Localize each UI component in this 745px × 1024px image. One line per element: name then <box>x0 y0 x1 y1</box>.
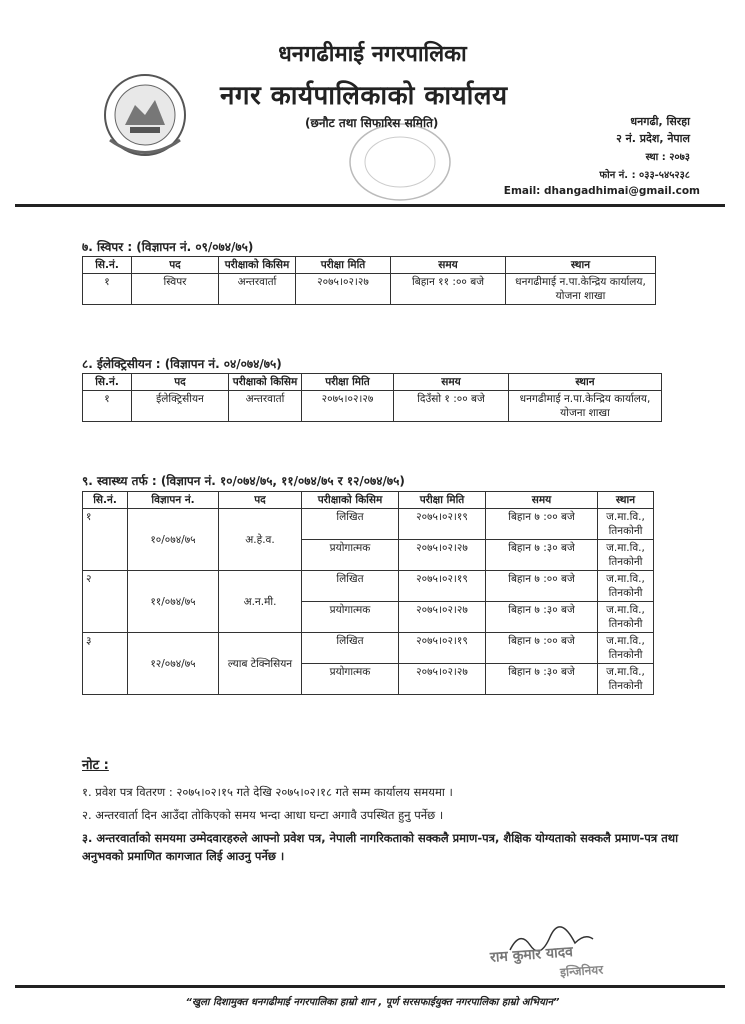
section7-table <box>82 256 656 305</box>
col-time: समय <box>394 374 509 391</box>
cell-exam-type: प्रयोगात्मक <box>302 664 399 695</box>
cell-venue: ज.मा.वि., तिनकोनी <box>598 602 654 633</box>
section9-title: ९. स्वास्थ्य तर्फ : (विज्ञापन नं. १०/०७४/७५, ११/०७४/७५ र १२/०७४/७५) <box>82 474 405 488</box>
cell-exam-type: प्रयोगात्मक <box>302 540 399 571</box>
cell-venue: ज.मा.वि., तिनकोनी <box>598 571 654 602</box>
cell-time: बिहान ७ :०० बजे <box>486 633 598 664</box>
note-item-2: २. अन्तरवार्ता दिन आउँदा तोकिएको समय भन्दा आधा घन्टा अगावै उपस्थित हुनु पर्नेछ । <box>82 808 444 822</box>
cell-exam-date: २०७५।०२।२७ <box>296 274 391 305</box>
cell-exam-date: २०७५।०२।२७ <box>302 391 394 422</box>
col-sn: सि.नं. <box>83 374 132 391</box>
signatory-role: इन्जिनियर <box>559 962 604 980</box>
cell-sn: २ <box>83 571 128 633</box>
cell-exam-type: प्रयोगात्मक <box>302 602 399 633</box>
col-venue: स्थान <box>506 257 656 274</box>
cell-post: ईलेक्ट्रिसीयन <box>132 391 229 422</box>
cell-adv-no: १०/०७४/७५ <box>128 509 219 571</box>
municipality-seal-logo <box>100 70 190 160</box>
cell-exam-date: २०७५।०२।२७ <box>399 602 486 633</box>
note-item-1: १. प्रवेश पत्र वितरण : २०७५।०२।१५ गते देखि २०७५।०२।१८ गते सम्म कार्यालय समयमा । <box>82 785 453 799</box>
table-header-row <box>83 374 662 391</box>
cell-adv-no: ११/०७४/७५ <box>128 571 219 633</box>
col-exam-type: परीक्षाको किसिम <box>229 374 302 391</box>
established: स्था : २०७३ <box>645 152 690 163</box>
col-venue: स्थान <box>598 492 654 509</box>
cell-exam-date: २०७५।०२।१९ <box>399 571 486 602</box>
cell-time: बिहान ११ :०० बजे <box>391 274 506 305</box>
municipality-name: धनगढीमाई नगरपालिका <box>278 42 467 67</box>
table-header-row <box>83 492 654 509</box>
address-line1: धनगढी, सिरहा <box>630 115 690 128</box>
col-post: पद <box>132 374 229 391</box>
cell-time: दिउँसो १ :०० बजे <box>394 391 509 422</box>
header-divider <box>15 204 725 207</box>
section8-table <box>82 373 662 422</box>
col-sn: सि.नं. <box>83 257 132 274</box>
cell-exam-type: लिखित <box>302 633 399 664</box>
cell-time: बिहान ७ :३० बजे <box>486 540 598 571</box>
cell-post: स्विपर <box>132 274 219 305</box>
col-time: समय <box>486 492 598 509</box>
col-sn: सि.नं. <box>83 492 128 509</box>
office-name: नगर कार्यपालिकाको कार्यालय <box>220 81 508 111</box>
col-post: पद <box>219 492 302 509</box>
cell-exam-date: २०७५।०२।२७ <box>399 664 486 695</box>
signatory-name: राम कुमार यादव <box>489 944 574 966</box>
table-row <box>83 509 654 540</box>
cell-exam-type: लिखित <box>302 509 399 540</box>
cell-venue: ज.मा.वि., तिनकोनी <box>598 540 654 571</box>
cell-venue: ज.मा.वि., तिनकोनी <box>598 509 654 540</box>
col-post: पद <box>132 257 219 274</box>
section7-title: ७. स्विपर : (विज्ञापन नं. ०९/०७४/७५) <box>82 240 254 254</box>
col-venue: स्थान <box>509 374 662 391</box>
cell-exam-type: अन्तरवार्ता <box>229 391 302 422</box>
cell-venue: धनगढीमाई न.पा.केन्द्रिय कार्यालय, योजना शाखा <box>506 274 656 305</box>
table-header-row <box>83 257 656 274</box>
cell-venue: धनगढीमाई न.पा.केन्द्रिय कार्यालय, योजना शाखा <box>509 391 662 422</box>
cell-time: बिहान ७ :०० बजे <box>486 571 598 602</box>
section8-title: ८. ईलेक्ट्रिसीयन : (विज्ञापन नं. ०४/०७४/७५) <box>82 357 282 371</box>
cell-post: ल्याब टेक्निसियन <box>219 633 302 695</box>
cell-sn: ३ <box>83 633 128 695</box>
footer-divider <box>15 985 725 988</box>
table-row <box>83 274 656 305</box>
office-stamp <box>345 120 455 205</box>
cell-exam-type: लिखित <box>302 571 399 602</box>
col-exam-date: परीक्षा मिति <box>399 492 486 509</box>
cell-venue: ज.मा.वि., तिनकोनी <box>598 664 654 695</box>
table-row <box>83 391 662 422</box>
col-exam-type: परीक्षाको किसिम <box>302 492 399 509</box>
cell-post: अ.न.मी. <box>219 571 302 633</box>
cell-sn: १ <box>83 509 128 571</box>
col-exam-date: परीक्षा मिति <box>296 257 391 274</box>
cell-sn: १ <box>83 391 132 422</box>
table-row <box>83 571 654 602</box>
email: Email: dhangadhimai@gmail.com <box>503 185 700 197</box>
table-row <box>83 633 654 664</box>
cell-adv-no: १२/०७४/७५ <box>128 633 219 695</box>
cell-time: बिहान ७ :३० बजे <box>486 602 598 633</box>
col-exam-date: परीक्षा मिति <box>302 374 394 391</box>
note-item-3: ३. अन्तरवार्ताको समयमा उम्मेदवारहरुले आफ्नो प्रवेश पत्र, नेपाली नागरिकताको सक्कलै प्रमाण-पत्र, शैक्षिक योग्यताको सक्कलै प्रमाण-पत्र तथा अनुभवको प्रमाणित कागजात लिई आउनु पर्नेछ । <box>82 831 679 863</box>
col-exam-type: परीक्षाको किसिम <box>219 257 296 274</box>
cell-exam-type: अन्तरवार्ता <box>219 274 296 305</box>
footer-slogan: “खुला दिशामुक्त धनगढीमाई नगरपालिका हाम्रो शान , पूर्ण सरसफाईयुक्त नगरपालिका हाम्रो अभियान” <box>185 997 560 1008</box>
cell-sn: १ <box>83 274 132 305</box>
cell-venue: ज.मा.वि., तिनकोनी <box>598 633 654 664</box>
section9-table <box>82 491 654 695</box>
phone: फोन नं. : ०३३-५४५२३८ <box>599 170 690 181</box>
address-line2: २ नं. प्रदेश, नेपाल <box>616 132 690 145</box>
cell-exam-date: २०७५।०२।१९ <box>399 633 486 664</box>
cell-exam-date: २०७५।०२।२७ <box>399 540 486 571</box>
committee-name: (छनौट तथा सिफारिस समिति) <box>305 116 439 130</box>
col-adv-no: विज्ञापन नं. <box>128 492 219 509</box>
cell-exam-date: २०७५।०२।१९ <box>399 509 486 540</box>
cell-time: बिहान ७ :३० बजे <box>486 664 598 695</box>
notes-title: नोट : <box>82 758 109 773</box>
col-time: समय <box>391 257 506 274</box>
cell-post: अ.हे.व. <box>219 509 302 571</box>
cell-time: बिहान ७ :०० बजे <box>486 509 598 540</box>
